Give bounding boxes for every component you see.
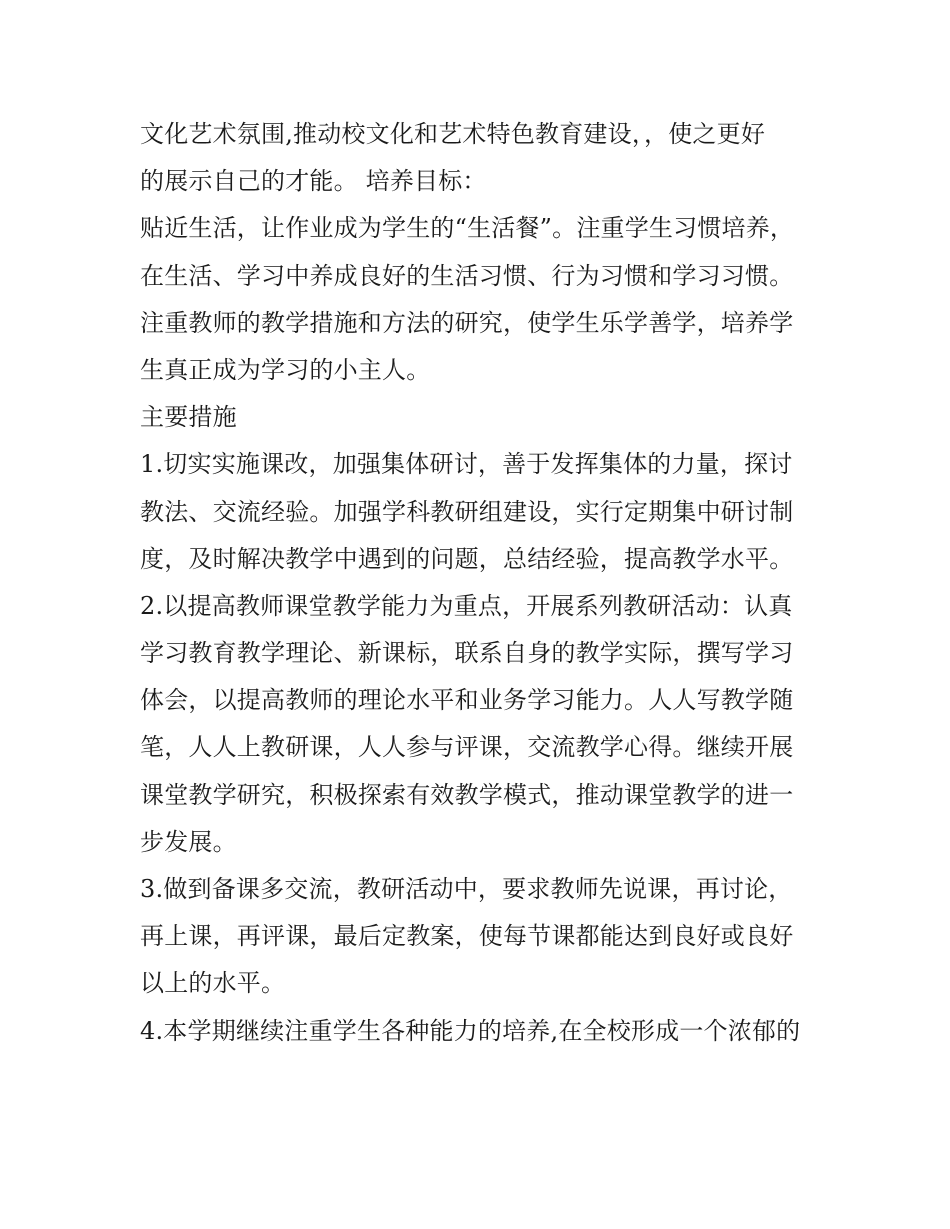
text-line: 体会，以提高教师的理论水平和业务学习能力。人人写教学随	[140, 686, 794, 715]
document-body	[140, 111, 820, 1055]
text-line: 在生活、学习中养成良好的生活习惯、行为习惯和学习习惯。	[140, 261, 794, 290]
text-line: 课堂教学研究，积极探索有效教学模式，推动课堂教学的进一	[140, 780, 794, 809]
text-line: 学习教育教学理论、新课标，联系自身的教学实际，撰写学习	[140, 639, 794, 668]
text-line: 笔，人人上教研课，人人参与评课，交流教学心得。继续开展	[140, 733, 794, 762]
text-line: 2.以提高教师课堂教学能力为重点，开展系列教研活动：认真	[140, 591, 793, 620]
text-line: 再上课，再评课，最后定教案，使每节课都能达到良好或良好	[140, 922, 794, 951]
text-line: 3.做到备课多交流，教研活动中，要求教师先说课，再讨论，	[140, 875, 793, 903]
text-line: 步发展。	[140, 827, 237, 856]
text-line: 4.本学期继续注重学生各种能力的培养,在全校形成一个浓郁的	[140, 1016, 801, 1045]
text-line: 生真正成为学习的小主人。	[140, 355, 431, 384]
text-line: 文化艺术氛围,推动校文化和艺术特色教育建设，，使之更好	[140, 120, 766, 148]
text-line: 教法、交流经验。加强学科教研组建设，实行定期集中研讨制	[140, 497, 794, 526]
text-line: 度，及时解决教学中遇到的问题，总结经验，提高教学水平。	[140, 544, 794, 573]
text-line: 贴近生活，让作业成为学生的“生活餐”。注重学生习惯培养，	[140, 214, 795, 243]
text-line: 的展示自己的才能。 培养目标：	[140, 167, 487, 196]
text-line: 注重教师的教学措施和方法的研究，使学生乐学善学，培养学	[140, 308, 794, 337]
text-line: 1.切实实施课改，加强集体研讨，善于发挥集体的力量，探讨	[140, 450, 793, 479]
section-heading: 主要措施	[140, 403, 237, 432]
text-line: 以上的水平。	[140, 969, 286, 998]
